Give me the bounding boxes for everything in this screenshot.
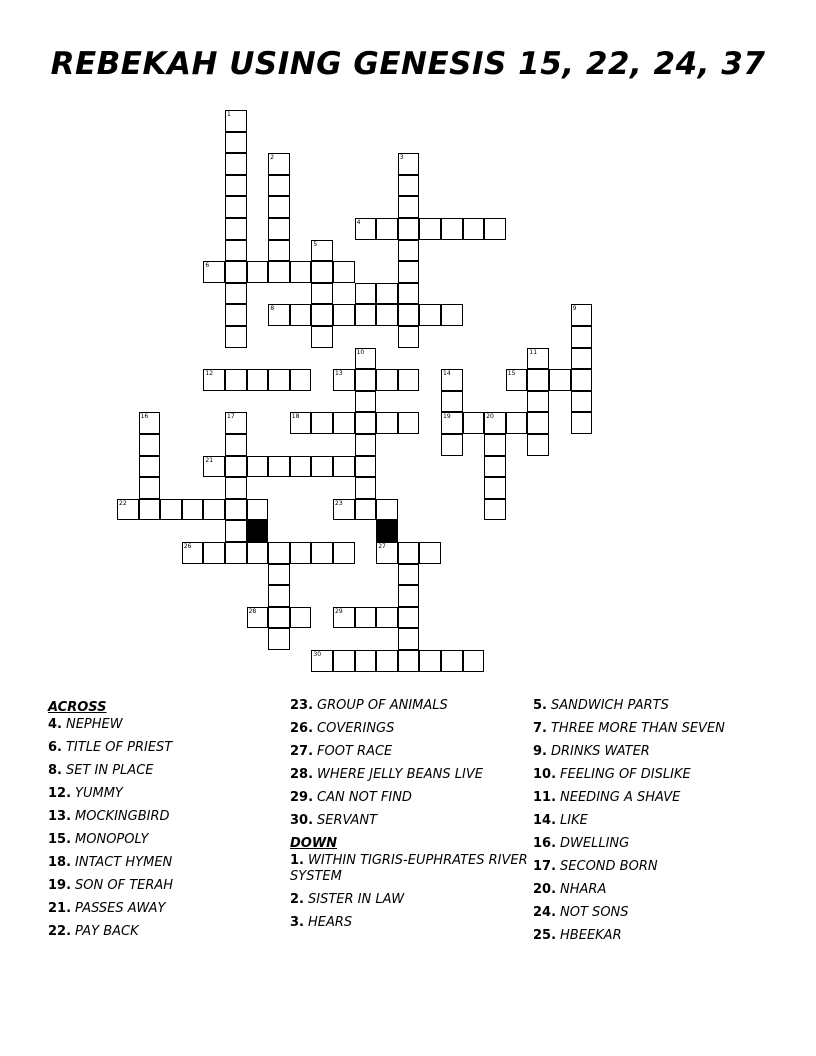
clue-text: NEEDING A SHAVE [560,790,681,805]
grid-cell[interactable] [376,283,398,305]
clue-num: 2. [290,892,304,907]
clues-column-1 [48,698,298,947]
clue-number: 6 [205,262,210,270]
grid-cell[interactable] [333,650,355,672]
clue-num: 20. [533,882,557,897]
clue-text: SECOND BORN [560,859,658,874]
clue-num: 26. [290,721,314,736]
grid-cell[interactable] [225,542,247,564]
clue-item [533,882,783,898]
clue-number: 3 [399,154,404,162]
grid-cell[interactable] [376,218,398,240]
clue-text: CAN NOT FIND [317,790,412,805]
grid-cell[interactable] [571,348,593,370]
clue-text: NEPHEW [65,717,123,732]
clue-item [290,721,540,737]
clue-item [48,786,298,802]
grid-cell[interactable] [571,391,593,413]
clue-text: FEELING OF DISLIKE [560,767,691,782]
clue-item [48,924,298,940]
black-square [247,520,269,542]
clue-number: 17 [227,413,235,421]
grid-cell[interactable] [398,175,420,197]
clue-item [290,767,540,783]
clue-num: 4. [48,717,62,732]
grid-cell[interactable] [398,628,420,650]
clue-num: 14. [533,813,557,828]
clue-text: THREE MORE THAN SEVEN [550,721,725,736]
clue-num: 8. [48,763,62,778]
grid-cell[interactable] [484,434,506,456]
grid-cell[interactable] [333,607,355,629]
grid-cell[interactable] [247,542,269,564]
grid-cell[interactable] [225,499,247,521]
grid-cell[interactable] [333,261,355,283]
clue-text: TITLE OF PRIEST [65,740,173,755]
clue-item [48,855,298,871]
grid-cell[interactable] [311,261,333,283]
clue-num: 10. [533,767,557,782]
grid-cell[interactable] [398,283,420,305]
grid-cell[interactable] [225,153,247,175]
clues-column-2 [290,698,540,938]
clue-number: 18 [291,413,300,421]
grid-cell[interactable] [441,218,463,240]
grid-cell[interactable] [225,326,247,348]
clue-text: WITHIN TIGRIS-EUPHRATES RIVER SYSTEM [290,853,528,884]
grid-cell[interactable] [571,304,593,326]
grid-cell[interactable] [527,348,549,370]
grid-cell[interactable] [311,650,333,672]
grid-cell[interactable] [333,542,355,564]
grid-cell[interactable] [117,499,139,521]
grid-cell[interactable] [398,304,420,326]
clue-item [533,744,783,760]
clue-number: 2 [270,154,275,162]
clue-number: 14 [443,370,451,378]
grid-cell[interactable] [268,304,290,326]
clue-number: 13 [335,370,343,378]
grid-cell[interactable] [203,499,225,521]
grid-cell[interactable] [290,542,312,564]
grid-cell[interactable] [268,369,290,391]
clue-text: HBEEKAR [560,928,622,943]
grid-cell[interactable] [225,175,247,197]
clue-item [48,901,298,917]
grid-cell[interactable] [225,304,247,326]
clue-num: 6. [48,740,62,755]
clue-item [533,813,783,829]
clue-item [290,790,540,806]
clue-text: SANDWICH PARTS [550,698,669,713]
grid-cell[interactable] [355,304,377,326]
grid-cell[interactable] [311,412,333,434]
grid-cell[interactable] [225,196,247,218]
clue-item [533,905,783,921]
grid-cell[interactable] [355,456,377,478]
clue-item [48,717,298,733]
clue-num: 16. [533,836,557,851]
grid-cell[interactable] [527,434,549,456]
grid-cell[interactable] [247,607,269,629]
clue-number: 11 [529,348,538,356]
grid-cell[interactable] [441,412,463,434]
grid-cell[interactable] [376,304,398,326]
grid-cell[interactable] [463,218,485,240]
clue-item [533,721,783,737]
grid-cell[interactable] [549,369,571,391]
grid-cell[interactable] [268,175,290,197]
grid-cell[interactable] [398,607,420,629]
grid-cell[interactable] [203,369,225,391]
grid-cell[interactable] [311,304,333,326]
clue-text: NHARA [560,882,607,897]
clue-text: FOOT RACE [317,744,393,759]
grid-cell[interactable] [441,304,463,326]
clue-number: 19 [443,413,451,421]
clue-item [290,744,540,760]
grid-cell[interactable] [398,650,420,672]
grid-cell[interactable] [268,261,290,283]
grid-cell[interactable] [398,196,420,218]
clue-num: 5. [533,698,547,713]
clue-number: 1 [227,111,231,118]
clue-text: SON OF TERAH [75,878,174,893]
clue-number: 12 [205,370,214,378]
grid-cell[interactable] [419,304,441,326]
clue-text: SISTER IN LAW [307,892,405,907]
clue-item [533,928,783,944]
clue-num: 24. [533,905,557,920]
grid-cell[interactable] [355,369,377,391]
grid-cell[interactable] [376,607,398,629]
grid-cell[interactable] [333,412,355,434]
clue-text: PASSES AWAY [75,901,166,916]
clue-number: 10 [356,348,365,356]
grid-cell[interactable] [311,283,333,305]
clue-text: NOT SONS [560,905,629,920]
grid-cell[interactable] [311,456,333,478]
page-title: REBEKAH USING GENESIS 15, 22, 24, 37 [50,46,766,82]
grid-cell[interactable] [225,110,247,132]
clue-item [48,878,298,894]
grid-cell[interactable] [247,456,269,478]
grid-cell[interactable] [398,585,420,607]
clue-number: 15 [507,370,516,378]
clue-item [533,698,783,714]
grid-cell[interactable] [290,369,312,391]
clue-num: 30. [290,813,314,828]
grid-cell[interactable] [527,369,549,391]
grid-cell[interactable] [290,304,312,326]
clue-num: 22. [48,924,72,939]
grid-cell[interactable] [268,456,290,478]
grid-cell[interactable] [355,283,377,305]
clue-num: 27. [290,744,314,759]
clue-text: MONOPOLY [75,832,149,847]
grid-cell[interactable] [571,412,593,434]
clue-number: 8 [270,305,275,313]
grid-cell[interactable] [203,261,225,283]
grid-cell[interactable] [268,240,290,262]
grid-cell[interactable] [225,369,247,391]
grid-cell[interactable] [333,456,355,478]
clue-item [533,767,783,783]
clue-number: 20 [486,413,494,421]
grid-cell[interactable] [333,369,355,391]
clue-item [533,790,783,806]
grid-cell[interactable] [398,564,420,586]
grid-cell[interactable] [376,499,398,521]
clue-number: 30 [313,651,322,658]
grid-cell[interactable] [225,283,247,305]
clue-text: SERVANT [317,813,378,828]
black-square [376,520,398,542]
clue-num: 1. [290,853,304,868]
clue-number: 4 [356,219,361,226]
clue-number: 27 [378,543,386,550]
grid-cell[interactable] [506,412,528,434]
grid-cell[interactable] [419,650,441,672]
grid-cell[interactable] [203,456,225,478]
grid-cell[interactable] [182,542,204,564]
clue-text: INTACT HYMEN [75,855,173,870]
grid-cell[interactable] [225,132,247,154]
clue-number: 26 [183,543,192,550]
clue-item [290,915,540,931]
grid-cell[interactable] [571,369,593,391]
grid-cell[interactable] [527,412,549,434]
clue-item [290,698,540,714]
grid-cell[interactable] [290,456,312,478]
clues-column-3 [533,698,783,951]
clue-num: 25. [533,928,557,943]
grid-cell[interactable] [376,412,398,434]
grid-cell[interactable] [419,218,441,240]
clue-text: DRINKS WATER [550,744,650,759]
grid-cell[interactable] [139,434,161,456]
grid-cell[interactable] [247,499,269,521]
grid-cell[interactable] [333,304,355,326]
clue-text: LIKE [560,813,588,828]
grid-cell[interactable] [290,607,312,629]
clue-text: MOCKINGBIRD [75,809,170,824]
grid-cell[interactable] [463,412,485,434]
grid-cell[interactable] [441,369,463,391]
clue-number: 16 [140,413,149,421]
clue-text: GROUP OF ANIMALS [317,698,448,713]
grid-cell[interactable] [225,412,247,434]
grid-cell[interactable] [225,456,247,478]
clue-num: 12. [48,786,72,801]
grid-cell[interactable] [203,542,225,564]
clue-number: 9 [572,305,577,313]
grid-cell[interactable] [355,218,377,240]
clue-number: 28 [248,607,257,615]
grid-cell[interactable] [506,369,528,391]
grid-cell[interactable] [311,542,333,564]
clue-num: 29. [290,790,314,805]
grid-cell[interactable] [160,499,182,521]
grid-cell[interactable] [571,326,593,348]
clue-item [48,740,298,756]
grid-cell[interactable] [247,261,269,283]
grid-cell[interactable] [355,348,377,370]
clue-num: 28. [290,767,314,782]
grid-cell[interactable] [268,628,290,650]
grid-cell[interactable] [139,499,161,521]
grid-cell[interactable] [225,240,247,262]
clue-item [48,763,298,779]
clue-number: 21 [205,456,214,464]
grid-cell[interactable] [355,391,377,413]
clue-num: 7. [533,721,547,736]
grid-cell[interactable] [268,564,290,586]
grid-cell[interactable] [139,412,161,434]
clue-num: 9. [533,744,547,759]
grid-cell[interactable] [247,369,269,391]
clue-text: PAY BACK [75,924,139,939]
grid-cell[interactable] [463,650,485,672]
grid-cell[interactable] [355,412,377,434]
grid-cell[interactable] [268,153,290,175]
clue-text: DWELLING [560,836,630,851]
grid-cell[interactable] [398,412,420,434]
grid-cell[interactable] [484,218,506,240]
clue-number: 29 [335,607,343,615]
clue-text: COVERINGS [317,721,395,736]
grid-cell[interactable] [268,585,290,607]
clue-item [48,832,298,848]
grid-cell[interactable] [398,542,420,564]
grid-cell[interactable] [268,542,290,564]
grid-cell[interactable] [484,412,506,434]
clue-num: 17. [533,859,557,874]
clue-text: SET IN PLACE [65,763,154,778]
grid-cell[interactable] [355,434,377,456]
grid-cell[interactable] [484,499,506,521]
clue-num: 13. [48,809,72,824]
grid-cell[interactable] [527,391,549,413]
grid-cell[interactable] [441,650,463,672]
grid-cell[interactable] [484,477,506,499]
grid-cell[interactable] [376,542,398,564]
grid-cell[interactable] [398,153,420,175]
grid-cell[interactable] [268,196,290,218]
grid-cell[interactable] [355,650,377,672]
grid-cell[interactable] [311,326,333,348]
grid-cell[interactable] [355,499,377,521]
grid-cell[interactable] [376,369,398,391]
grid-cell[interactable] [225,477,247,499]
clue-num: 11. [533,790,557,805]
down-header: DOWN [290,836,338,851]
grid-cell[interactable] [225,520,247,542]
clue-item [533,836,783,852]
grid-cell[interactable] [355,607,377,629]
grid-cell[interactable] [398,326,420,348]
grid-cell[interactable] [333,499,355,521]
grid-cell[interactable] [376,650,398,672]
grid-cell[interactable] [441,391,463,413]
grid-cell[interactable] [398,218,420,240]
clue-text: HEARS [307,915,353,930]
clue-item [48,809,298,825]
grid-cell[interactable] [139,477,161,499]
clue-item [290,892,540,908]
grid-cell[interactable] [441,434,463,456]
clue-item [290,813,540,829]
grid-cell[interactable] [398,240,420,262]
clue-number: 23 [335,499,343,507]
grid-cell[interactable] [268,607,290,629]
clue-num: 23. [290,698,314,713]
grid-cell[interactable] [398,261,420,283]
clue-text: WHERE JELLY BEANS LIVE [317,767,483,782]
grid-cell[interactable] [139,456,161,478]
clue-num: 3. [290,915,304,930]
clue-item [290,853,540,885]
clue-text: YUMMY [75,786,123,801]
grid-cell[interactable] [290,412,312,434]
grid-cell[interactable] [182,499,204,521]
clue-num: 19. [48,878,72,893]
clue-number: 5 [313,240,318,248]
grid-cell[interactable] [311,240,333,262]
grid-cell[interactable] [290,261,312,283]
grid-cell[interactable] [355,477,377,499]
grid-cell[interactable] [268,218,290,240]
grid-cell[interactable] [419,542,441,564]
clue-num: 21. [48,901,72,916]
grid-cell[interactable] [225,261,247,283]
clue-num: 18. [48,855,72,870]
across-header: ACROSS [48,700,107,715]
grid-cell[interactable] [225,434,247,456]
clue-number: 22 [119,499,127,507]
grid-cell[interactable] [484,456,506,478]
grid-cell[interactable] [398,369,420,391]
grid-cell[interactable] [225,218,247,240]
clue-num: 15. [48,832,72,847]
clue-item [533,859,783,875]
